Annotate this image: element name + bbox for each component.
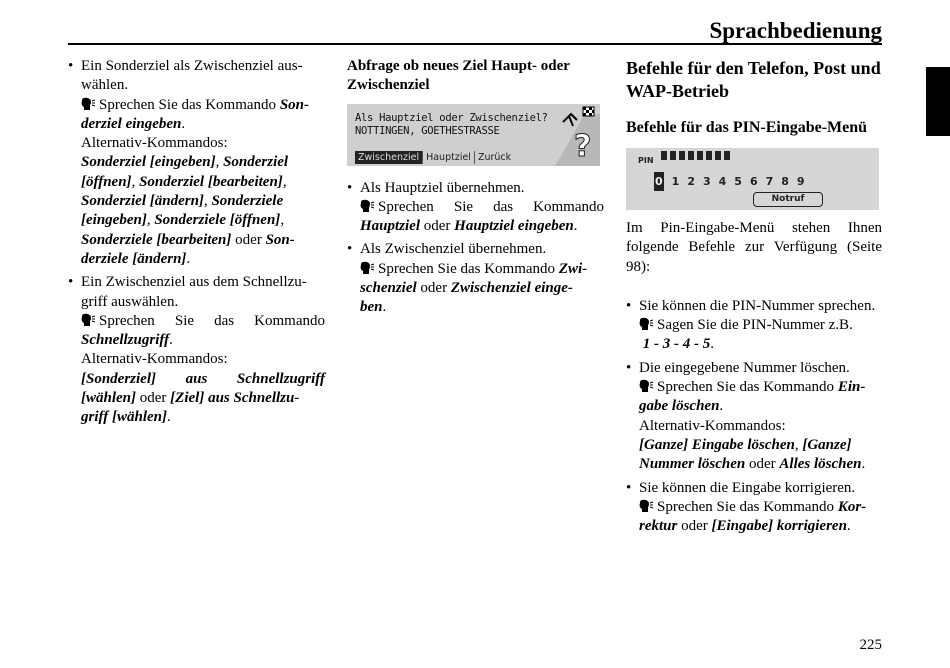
page-number: 225: [859, 637, 882, 653]
screen-line: Als Hauptziel oder Zwischenziel?: [355, 111, 548, 124]
command-text: Kor-: [837, 498, 867, 515]
pin-block: [697, 151, 703, 160]
command-text: [eingeben]: [81, 212, 147, 229]
intro-paragraph: Im Pin-Eingabe-Menü stehen Ihnen folgende Befehle zur Verfügung (Seite 98):: [626, 220, 882, 275]
command-text: Zwi-: [558, 260, 588, 277]
pin-block: [688, 151, 694, 160]
command-text: ben: [360, 299, 383, 316]
text-fragment: Sprechen Sie das Kommando: [657, 379, 838, 396]
text-fragment: Sprechen Sie das Kommando: [657, 498, 838, 515]
text-fragment: oder: [420, 280, 448, 297]
speak-command-icon: [81, 97, 96, 111]
section-subheading: Abfrage ob neues Ziel Haupt- oder Zwischenziel: [347, 58, 570, 94]
text-line: griff [wählen].: [81, 409, 171, 426]
pin-block: [724, 151, 730, 160]
pin-entry-screen-image: [626, 148, 879, 210]
pin-block: [670, 151, 676, 160]
command-text: Schnellzugriff: [81, 332, 170, 349]
notruf-button-image: Notruf: [753, 192, 823, 207]
speak-command-icon: [360, 261, 375, 275]
page-title: Sprachbedienung: [709, 18, 882, 43]
tab-zwischenziel: Zwischenziel: [355, 151, 422, 164]
text-line: [81, 231, 325, 250]
pin-digit: 3: [702, 175, 711, 188]
text-fragment: oder: [423, 218, 451, 235]
command-text: griff [wählen]: [81, 409, 167, 426]
screen-line: NOTTINGEN, GOETHESTRASSE: [355, 124, 500, 137]
text-line: [81, 389, 325, 408]
command-text: Sonderziele: [211, 193, 284, 210]
text-line: Ein Sonderziel als Zwischenziel aus-: [81, 58, 303, 74]
pin-digit: 6: [749, 175, 758, 188]
list-item: [626, 297, 882, 355]
section-tab-marker: [926, 67, 950, 136]
list-item: [626, 479, 882, 537]
list-item: [68, 57, 325, 269]
item-text: • Als Hauptziel übernehmen.: [360, 179, 525, 196]
command-text: [Ziel] aus Schnellzu-: [170, 390, 300, 407]
text-line: [360, 279, 604, 298]
pin-block: [715, 151, 721, 160]
text-fragment: Sprechen Sie das Kommando: [99, 312, 325, 329]
pin-block: [679, 151, 685, 160]
pin-digit-row: [654, 172, 805, 191]
speak-instruction: [360, 260, 604, 279]
list-item: [68, 273, 325, 427]
text-line: Schnellzugriff.: [81, 332, 173, 349]
command-text: Ein-: [837, 379, 866, 396]
column-3: [626, 57, 882, 540]
text-line: derziele [ändern].: [81, 250, 191, 267]
speak-instruction: [639, 316, 882, 335]
pin-digit: 2: [687, 175, 695, 188]
navigation-screen-image: [347, 104, 600, 166]
alt-label: Alternativ-Kommandos:: [81, 135, 228, 152]
text-fragment: Sprechen Sie das Kommando: [378, 198, 604, 215]
text-fragment: oder: [749, 456, 776, 473]
pin-label: PIN: [638, 156, 654, 165]
item-text: [81, 273, 325, 312]
column-1: [68, 57, 325, 432]
tab-hauptziel: Hauptziel: [422, 151, 474, 164]
text-line: [81, 115, 325, 134]
command-text: Alles löschen: [779, 456, 862, 473]
speak-command-icon: [360, 199, 375, 213]
pin-digit: 5: [734, 175, 742, 188]
command-text: Son-: [279, 96, 309, 113]
command-text: Hauptziel eingeben: [454, 218, 574, 235]
command-text: [Eingabe] korrigieren: [711, 518, 847, 535]
pin-digit: 7: [765, 175, 774, 188]
command-text: derziele [ändern]: [81, 250, 187, 267]
command-text: Hauptziel: [360, 218, 421, 235]
speak-instruction: [639, 378, 882, 397]
command-text: derziel eingeben: [81, 115, 182, 132]
text-line: griff auswählen.: [81, 293, 179, 310]
pin-block: [706, 151, 712, 160]
item-text: • Die eingegebene Nummer löschen.: [639, 359, 850, 376]
command-text: Nummer löschen: [639, 456, 746, 473]
pin-block: [661, 151, 667, 160]
command-text: [wählen]: [81, 390, 137, 407]
section-subheading: Befehle für das PIN-Eingabe-Menü: [626, 119, 868, 136]
column-2: [347, 57, 604, 322]
pin-entry-blocks: [661, 151, 730, 160]
command-text: schenziel: [360, 280, 417, 297]
text-line: [eingeben], Sonderziele [öffnen],: [81, 212, 285, 229]
command-text: Sonderziele [öffnen]: [154, 212, 281, 229]
text-fragment: Sagen Sie die PIN-Nummer z.B.: [657, 317, 853, 334]
command-text: Sonderziel [bearbeiten]: [139, 173, 283, 190]
text-line: wählen.: [81, 77, 129, 94]
list-item: [626, 359, 882, 475]
pin-digit: 0: [654, 172, 664, 191]
text-line: rektur oder [Eingabe] korrigieren.: [639, 518, 851, 535]
speak-command-icon: [639, 317, 654, 331]
item-text: [81, 57, 325, 96]
text-line: gabe löschen.: [639, 398, 724, 415]
list-item: [347, 179, 604, 237]
pin-digit: 9: [796, 175, 805, 188]
speak-instruction: [81, 96, 325, 115]
command-text: 1 - 3 - 4 - 5: [642, 336, 711, 353]
tab-zurueck: Zurück: [474, 151, 514, 164]
command-text: Sonderziel [ändern]: [81, 193, 204, 210]
speak-command-icon: [639, 379, 654, 393]
pin-digit: 1: [671, 175, 680, 188]
punctuation: .: [181, 115, 186, 132]
command-text: [Ganze] Eingabe löschen: [639, 436, 795, 453]
command-text: Sonderziele [bearbeiten]: [81, 231, 232, 248]
command-text: Sonderziel [eingeben]: [81, 154, 216, 171]
command-text: Son-: [265, 231, 295, 248]
command-text: gabe löschen: [639, 398, 720, 415]
speak-instruction: [81, 312, 325, 331]
command-text: [öffnen]: [81, 173, 132, 190]
svg-text:?: ?: [574, 128, 592, 164]
pin-digit: 4: [718, 175, 727, 188]
screen-tabs: [355, 151, 514, 164]
text-line: 1 - 3 - 4 - 5.: [642, 336, 714, 353]
text-line: Nummer löschen oder Alles löschen.: [639, 456, 866, 473]
command-text: [Ganze]: [802, 436, 852, 453]
section-heading: Befehle für den Telefon, Post und WAP-Betrieb: [626, 58, 881, 101]
speak-instruction: [360, 198, 604, 217]
speak-command-icon: [81, 313, 96, 327]
alt-label: Alternativ-Kommandos:: [639, 417, 786, 434]
text-fragment: oder: [235, 231, 262, 248]
list-item: [347, 240, 604, 317]
alt-label: Alternativ-Kommandos:: [81, 351, 228, 368]
text-line: ben.: [360, 299, 387, 316]
text-line: Ein Zwischenziel aus dem Schnellzu-: [81, 274, 307, 291]
speak-command-icon: [639, 499, 654, 513]
command-text: Sonderziel: [223, 154, 289, 171]
text-line: [öffnen], Sonderziel [bearbeiten],: [81, 173, 287, 190]
item-text: • Als Zwischenziel übernehmen.: [360, 241, 547, 258]
text-fragment: Sprechen Sie das Kommando: [99, 96, 280, 113]
text-fragment: Sprechen Sie das Kommando: [378, 260, 559, 277]
header-rule: [68, 43, 882, 45]
command-text: [Sonderziel] aus Schnellzugriff: [81, 370, 325, 387]
question-flag-icon: [525, 104, 600, 166]
text-fragment: oder: [139, 390, 167, 407]
text-line: Hauptziel oder Hauptziel eingeben.: [360, 218, 578, 235]
item-text: • Sie können die PIN-Nummer sprechen.: [639, 297, 876, 314]
speak-instruction: [639, 498, 882, 517]
pin-digit: 8: [781, 175, 789, 188]
command-text: rektur: [639, 518, 678, 535]
item-text: • Sie können die Eingabe korrigieren.: [639, 479, 856, 496]
command-text: Zwischenziel einge-: [450, 280, 573, 297]
text-line: [Ganze] Eingabe löschen, [Ganze]: [639, 436, 852, 453]
text-fragment: oder: [681, 518, 708, 535]
text-line: Sonderziel [ändern], Sonderziele: [81, 193, 284, 210]
text-line: Sonderziel [eingeben], Sonderziel: [81, 154, 289, 171]
